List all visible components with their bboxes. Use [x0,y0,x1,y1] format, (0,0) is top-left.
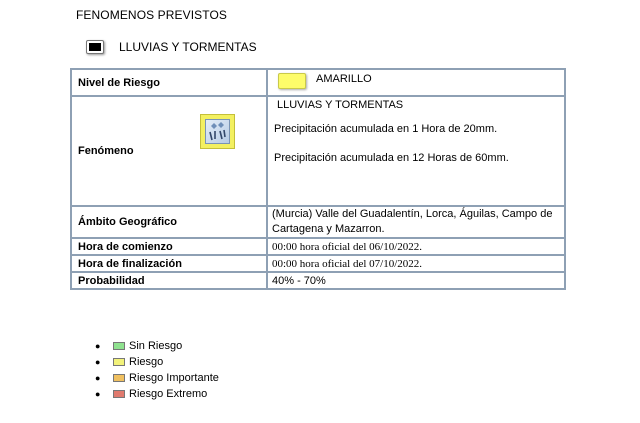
green-swatch-icon [113,342,125,350]
fenomeno-line-2: Precipitación acumulada en 12 Horas de 60mm. [274,152,509,164]
bullet-icon: ● [95,357,101,367]
table-row-probabilidad [71,272,565,289]
ambito-value: (Murcia) Valle del Guadalentín, Lorca, Águilas, Campo de Cartagena y Mazarron. [267,206,565,238]
fenomeno-label: Fenómeno [78,145,134,157]
risk-legend [95,338,219,402]
comienzo-label: Hora de comienzo [71,238,267,255]
finalizacion-value: 00:00 hora oficial del 07/10/2022. [267,255,565,272]
section-title: FENOMENOS PREVISTOS [76,8,228,22]
risk-level-swatch-icon [278,73,306,89]
nivel-cell [267,69,565,96]
rain-storm-icon [200,114,235,149]
legend-label: Riesgo Extremo [129,388,208,400]
yellow-swatch-icon [113,358,125,366]
table-row-finalizacion [71,255,565,272]
comienzo-value: 00:00 hora oficial del 06/10/2022. [267,238,565,255]
legend-label: Riesgo Importante [129,372,219,384]
fenomeno-value-cell [267,96,565,206]
phenomenon-heading [86,37,257,57]
bullet-icon: ● [95,373,101,383]
legend-item [95,338,219,354]
nivel-value: AMARILLO [316,73,372,85]
table-row-fenomeno [71,96,565,206]
probabilidad-label: Probabilidad [71,272,267,289]
fenomeno-line-1: Precipitación acumulada en 1 Hora de 20mm. [274,123,498,135]
fenomeno-title: LLUVIAS Y TORMENTAS [277,99,404,111]
ambito-label: Ámbito Geográfico [71,206,267,238]
legend-item [95,354,219,370]
black-square-icon [86,40,104,54]
table-row-comienzo [71,238,565,255]
legend-item [95,370,219,386]
bullet-icon: ● [95,389,101,399]
orange-swatch-icon [113,374,125,382]
table-row-nivel [71,69,565,96]
red-swatch-icon [113,390,125,398]
bullet-icon: ● [95,341,101,351]
phenomenon-heading-label: LLUVIAS Y TORMENTAS [119,40,257,54]
legend-item [95,386,219,402]
warning-table [70,68,566,290]
table-row-ambito [71,206,565,238]
fenomeno-label-cell [71,96,267,206]
probabilidad-value: 40% - 70% [267,272,565,289]
nivel-label: Nivel de Riesgo [71,69,267,96]
finalizacion-label: Hora de finalización [71,255,267,272]
legend-label: Sin Riesgo [129,340,183,352]
legend-label: Riesgo [129,356,164,368]
